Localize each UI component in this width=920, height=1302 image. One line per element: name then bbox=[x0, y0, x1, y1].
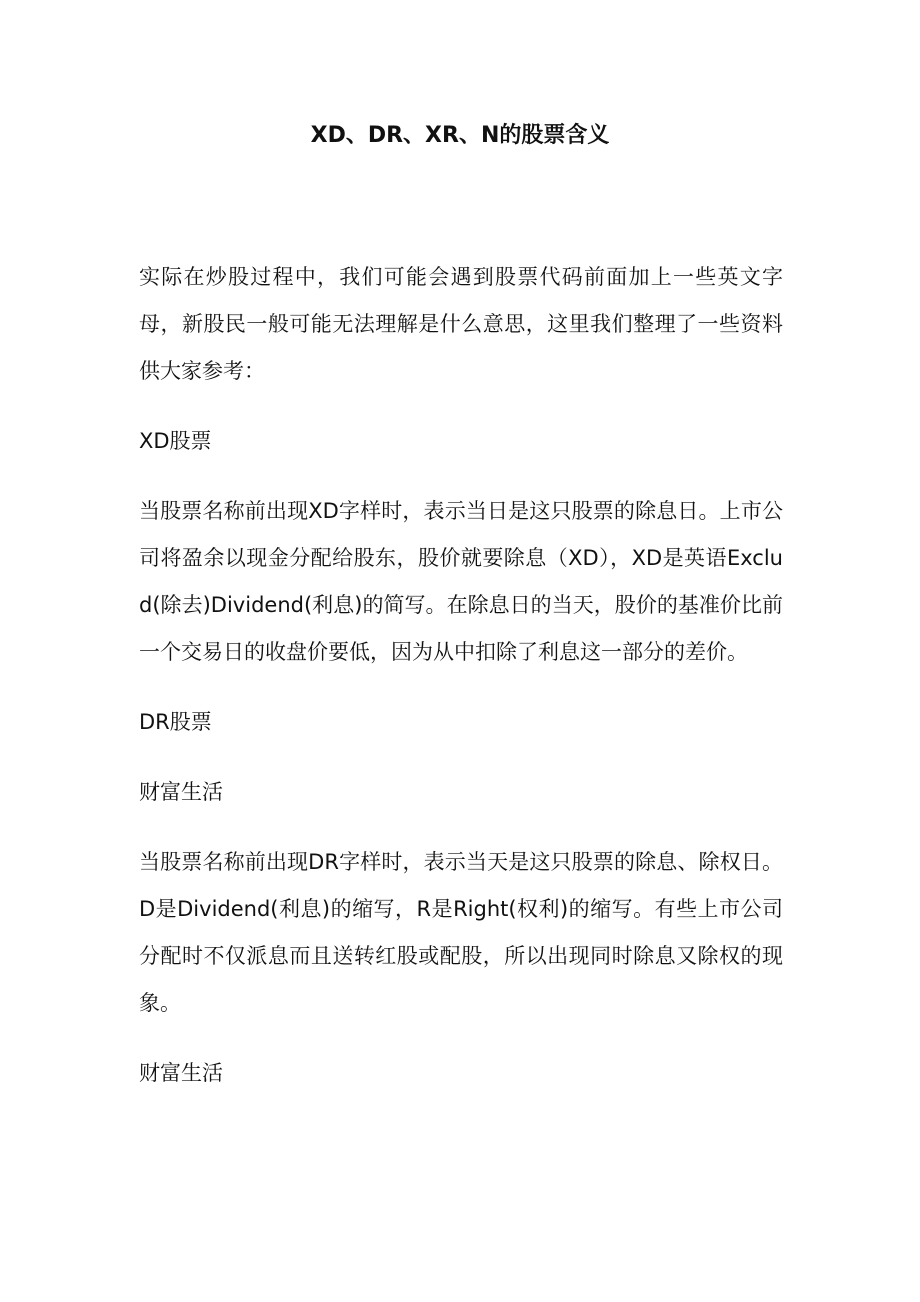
document-body bbox=[139, 254, 783, 1120]
document-title: XD、DR、XR、N的股票含义 bbox=[310, 123, 610, 148]
section-paragraph-xd: 当股票名称前出现XD字样时，表示当日是这只股票的除息日。上市公司将盈余以现金分配给股东，股价就要除息（XD），XD是英语Exclud(除去)Dividend(利息)的简写。在除息日的当天，股价的基准价比前一个交易日的收盘价要低，因为从中扣除了利息这一部分的差价。 bbox=[139, 499, 783, 664]
section-paragraph-dr: 当股票名称前出现DR字样时，表示当天是这只股票的除息、除权日。D是Dividend(利息)的缩写，R是Right(权利)的缩写。有些上市公司分配时不仅派息而且送转红股或配股，所以出现同时除息又除权的现象。 bbox=[139, 850, 783, 1015]
footer-note: 财富生活 bbox=[139, 1061, 223, 1085]
section-heading-dr: DR股票 bbox=[139, 710, 212, 734]
section-note-dr: 财富生活 bbox=[139, 780, 223, 804]
section-heading-xd: XD股票 bbox=[139, 429, 212, 453]
intro-paragraph: 实际在炒股过程中，我们可能会遇到股票代码前面加上一些英文字母，新股民一般可能无法理解是什么意思，这里我们整理了一些资料供大家参考： bbox=[139, 265, 783, 383]
